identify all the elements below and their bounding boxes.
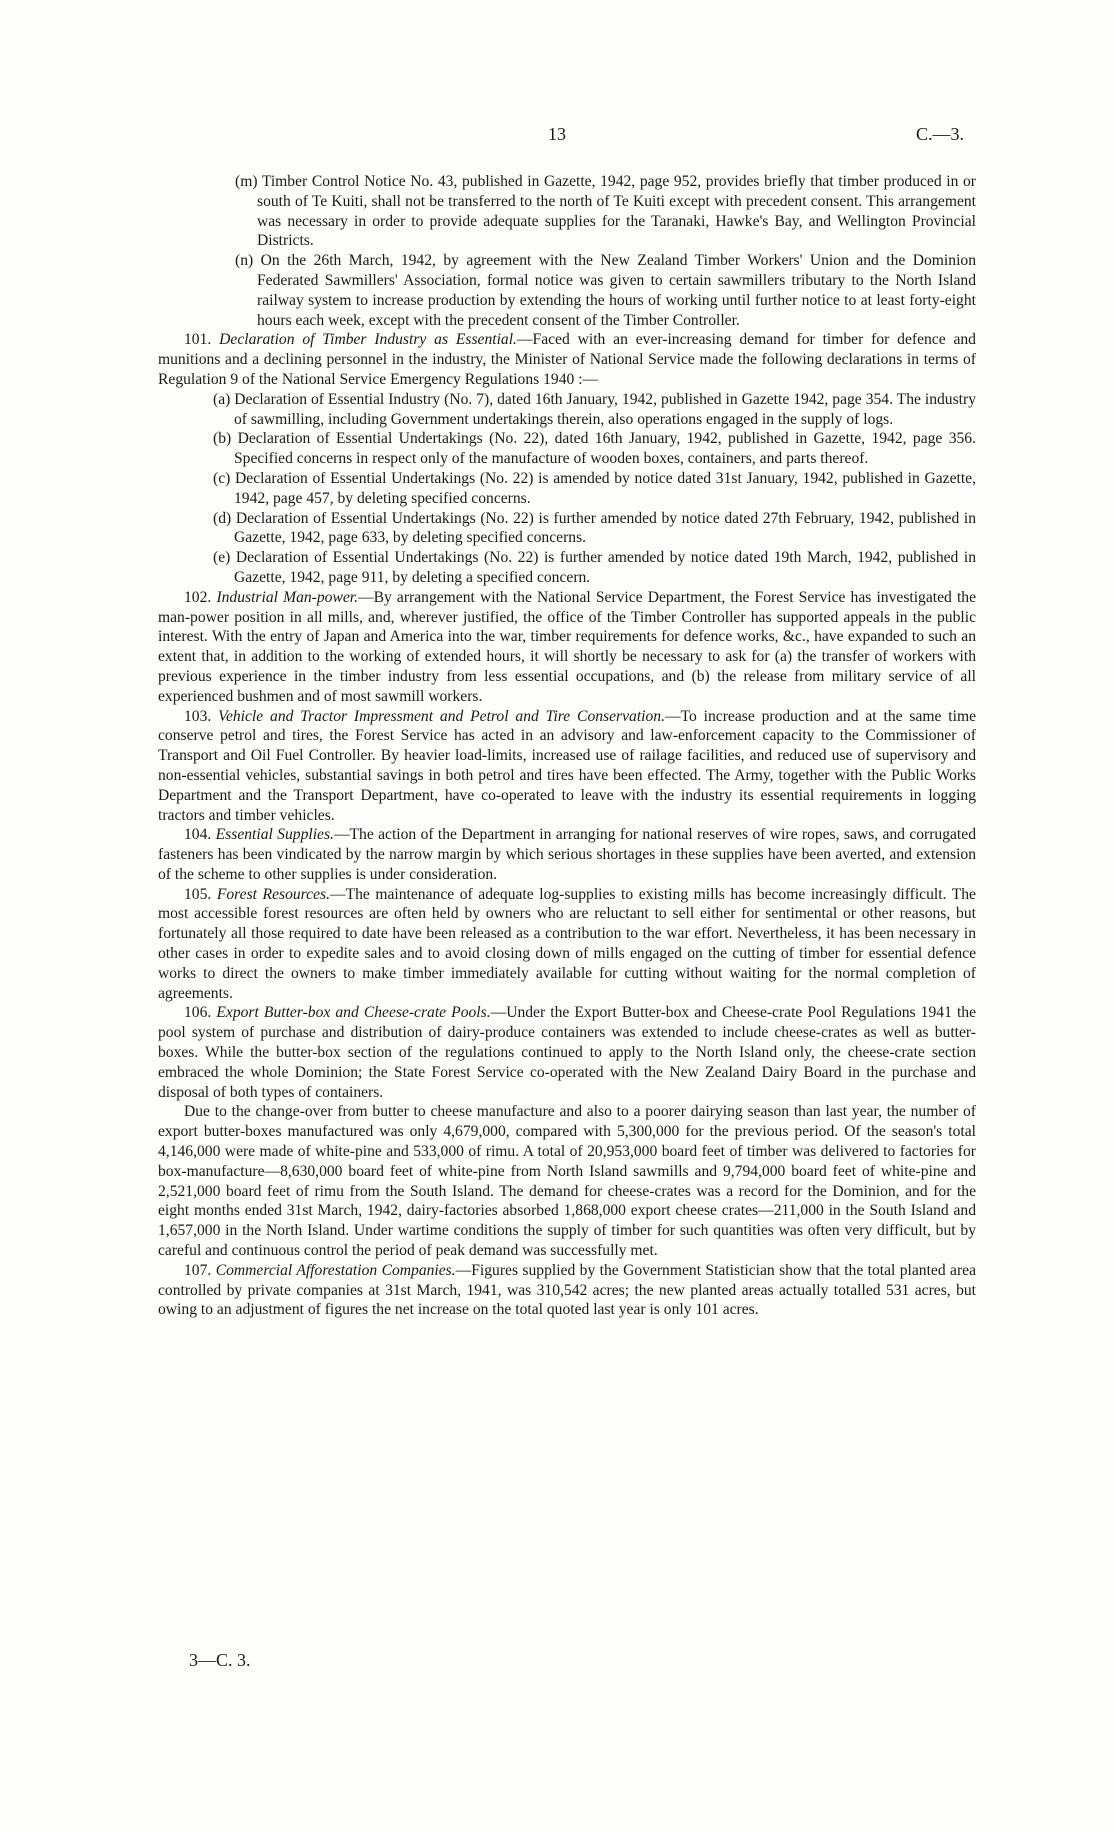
section-title: Commercial Afforestation Companies. bbox=[215, 1261, 456, 1279]
list-item: (c) Declaration of Essential Undertakings (No. 22) is amended by notice dated 31st January, 1942, published in Gazette, 1942, page 457, by deleting specified concerns. bbox=[213, 469, 976, 507]
section-title: Export Butter-box and Cheese-crate Pools. bbox=[216, 1004, 491, 1022]
paragraph-106-continued: Due to the change-over from butter to cheese manufacture and also to a poorer dairying season than last year, the number of export butter-boxes manufactured was only 4,679,000, compared with 5,300,000 for the previous period. Of the season's total 4,146,000 were made of white-pine and 533,000 of rimu. A total of 20,953,000 board feet of timber was delivered to factories for box-manufacture—8,630,000 board feet of white-pine from North Island sawmills and 9,794,000 board feet of white-pine and 2,521,000 board feet of rimu from the South Island. The demand for cheese-crates was a record for the Dominion, and for the eight months ended 31st March, 1942, dairy-factories absorbed 1,868,000 export cheese crates—211,000 in the South Island and 1,657,000 in the North Island. Under wartime conditions the supply of timber for such quantities was often very difficult, but by careful and continuous control the period of peak demand was successfully met. bbox=[158, 1103, 976, 1260]
list-item: (d) Declaration of Essential Undertakings (No. 22) is further amended by notice dated 27th February, 1942, published in Gazette, 1942, page 633, by deleting specified concerns. bbox=[213, 509, 976, 547]
list-item: (a) Declaration of Essential Industry (No. 7), dated 16th January, 1942, published in Gazette 1942, page 354. The industry of sawmilling, including Government undertakings therein, also operations engaged in the supply of logs. bbox=[213, 390, 976, 428]
document-reference: C.—3. bbox=[916, 124, 965, 144]
paragraph-101: 101. Declaration of Timber Industry as Essential.—Faced with an ever-increasing demand for timber for defence and munitions and a declining personnel in the industry, the Minister of National Service made the following declarations in terms of Regulation 9 of the National Service Emergency Regulations 1940 :— bbox=[158, 331, 976, 388]
section-title: Declaration of Timber Industry as Essential. bbox=[219, 331, 517, 349]
footer-signature: 3—C. 3. bbox=[189, 1650, 251, 1670]
list-item: (m) Timber Control Notice No. 43, published in Gazette, 1942, page 952, provides briefly that timber produced in or south of Te Kuiti, shall not be transferred to the north of Te Kuiti except with precedent consent. This arrangement was necessary in order to provide adequate supplies for the Taranaki, Hawke's Bay, and Wellington Provincial Districts. bbox=[235, 173, 976, 250]
document-body bbox=[158, 172, 976, 1320]
list-item: (n) On the 26th March, 1942, by agreement with the New Zealand Timber Workers' Union and the Dominion Federated Sawmillers' Association, formal notice was given to certain sawmillers tributary to the North Island railway system to increase production by extending the hours of working until further notice to at least forty-eight hours each week, except with the precedent consent of the Timber Controller. bbox=[235, 252, 976, 329]
section-title: Industrial Man-power. bbox=[216, 588, 359, 606]
paragraph-105: 105. Forest Resources.—The maintenance of adequate log-supplies to existing mills has become increasingly difficult. The most accessible forest resources are often held by owners who are reluctant to sell either for sentimental or other reasons, but fortunately all those required to date have been released as a contribution to the war effort. Nevertheless, it has been necessary in other cases in order to expedite sales and to avoid closing down of mills engaged on the cutting of timber for essential defence works to direct the owners to make timber immediately available for cutting without waiting for the normal completion of agreements. bbox=[158, 885, 976, 1002]
list-item: (b) Declaration of Essential Undertakings (No. 22), dated 16th January, 1942, published in Gazette, 1942, page 356. Specified concerns in respect only of the manufacture of wooden boxes, containers, and parts thereof. bbox=[213, 430, 976, 468]
paragraph-104: 104. Essential Supplies.—The action of the Department in arranging for national reserves of wire ropes, saws, and corrugated fasteners has been vindicated by the narrow margin by which serious shortages in these supplies have been averted, and extension of the scheme to other supplies is under consideration. bbox=[158, 826, 976, 883]
page-number: 13 bbox=[548, 124, 566, 144]
section-title: Vehicle and Tractor Impressment and Petrol and Tire Conservation. bbox=[218, 707, 665, 725]
paragraph-106: 106. Export Butter-box and Cheese-crate Pools.—Under the Export Butter-box and Cheese-crate Pool Regulations 1941 the pool system of purchase and distribution of dairy-produce containers was extended to include cheese-crates as well as butter-boxes. While the butter-box section of the regulations continued to apply to the North Island only, the cheese-crate section embraced the whole Dominion; the State Forest Service co-operated with the New Zealand Dairy Board in the purchase and disposal of both types of containers. bbox=[158, 1004, 977, 1101]
paragraph-102: 102. Industrial Man-power.—By arrangement with the National Service Department, the Forest Service has investigated the man-power position in all mills, and, wherever justified, the office of the Timber Controller has supported appeals in the public interest. With the entry of Japan and America into the war, timber requirements for defence works, &c., have expanded to such an extent that, in addition to the working of extended hours, it will shortly be necessary to ask for (a) the transfer of workers with previous experience in the timber industry from less essential occupations, and (b) the release from military service of all experienced bushmen and of most sawmill workers. bbox=[158, 588, 976, 705]
paragraph-107: 107. Commercial Afforestation Companies.—Figures supplied by the Government Statistician show that the total planted area controlled by private companies at 31st March, 1941, was 310,542 acres; the new planted areas actually totalled 531 acres, but owing to an adjustment of figures the net increase on the total quoted last year is only 101 acres. bbox=[158, 1261, 976, 1319]
section-title: Forest Resources. bbox=[216, 885, 330, 903]
list-item: (e) Declaration of Essential Undertakings (No. 22) is further amended by notice dated 19th March, 1942, published in Gazette, 1942, page 911, by deleting a specified concern. bbox=[213, 549, 976, 586]
paragraph-103: 103. Vehicle and Tractor Impressment and Petrol and Tire Conservation.—To increase production and at the same time conserve petrol and tires, the Forest Service has acted in an advisory and law-enforcement capacity to the Commissioner of Transport and Oil Fuel Controller. By heavier load-limits, increased use of railage facilities, and reduced use of supervisory and non-essential vehicles, substantial savings in both petrol and tires have been effected. The Army, together with the Public Works Department and the Transport Department, have co-operated to leave with the industry its essential requirements in logging tractors and timber vehicles. bbox=[158, 707, 977, 824]
section-title: Essential Supplies. bbox=[215, 826, 334, 844]
